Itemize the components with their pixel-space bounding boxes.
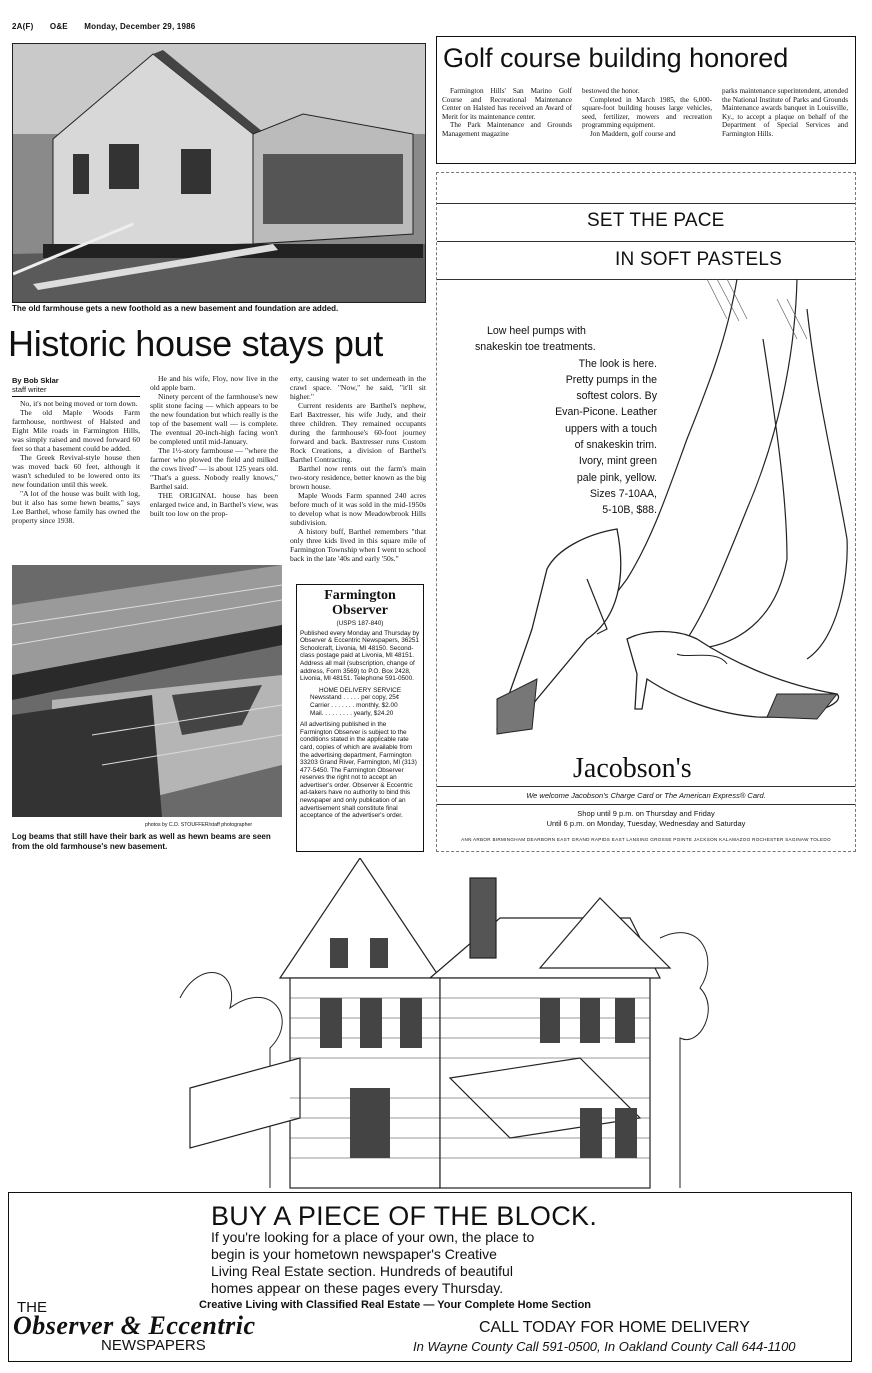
paragraph: The Park Maintenance and Grounds Management magazine xyxy=(442,121,572,138)
paragraph: Farmington Hills' San Marino Golf Course and Recreational Maintenance Center on Halsted has received an Award of Merit for its maintenance center. xyxy=(442,87,572,121)
paragraph: A history buff, Barthel remembers "that only three kids lived in this square mile of Farmington Township when I went to school back in the late '40s and early '50s." xyxy=(290,527,427,563)
paragraph: Barthel now rents out the farm's main two-story residence, better known as the big brown house. xyxy=(290,464,426,491)
paragraph: No, it's not being moved or torn down. xyxy=(20,399,138,408)
ad-line-soft-pastels: IN SOFT PASTELS xyxy=(615,249,783,270)
ad-copy-line: The look is here. xyxy=(578,357,657,370)
ad-copy xyxy=(475,323,657,519)
oe-ad-body xyxy=(211,1229,631,1297)
advertising-terms xyxy=(300,721,420,820)
rate-row xyxy=(310,710,420,718)
ad-rule xyxy=(437,804,855,805)
paragraph: The old Maple Woods Farm farmhouse, northwest of Halsted and Eight Mile roads in Farmington Hills, was simply raised and moved forward 60 feet so that a basement could be added. xyxy=(12,408,140,453)
rate-label: Carrier . . . . . . . xyxy=(310,701,355,709)
publication-info-text: Published every Monday and Thursday by Observer & Eccentric Newspapers, 36251 Schoolcraft, Livonia, MI 48150. Second-class postage paid at Livonia, MI 48151. Address all mail (subscription, change of address, Form 3569) to P.O. Box 2428, Livonia, MI 48151. Telephone 591-0500. xyxy=(300,629,420,683)
photo-credit: photos by C.D. STOUFFER/staff photographer xyxy=(145,822,253,828)
paragraph: Maple Woods Farm spanned 240 acres before much of it was sold in the mid-1950s to develop what is now Meadowbrook Hills subdivision. xyxy=(290,491,426,527)
oe-logo-name: Observer & Eccentric xyxy=(13,1311,256,1340)
paragraph: parks maintenance superintendent, attended the National Institute of Parks and Grounds Maintenance awards banquet in Louisville, Ky., to accept a plaque on behalf of the Department of Special Services and Farmington Hills. xyxy=(722,87,848,138)
farmhouse-photo-caption: The old farmhouse gets a new foothold as a new basement and foundation are added. xyxy=(12,304,339,313)
paragraph: bestowed the honor. xyxy=(582,87,640,95)
oe-ad-body-line: homes appear on these pages every Thursday. xyxy=(211,1280,504,1296)
page-number: 2A(F) xyxy=(12,22,34,31)
page-header xyxy=(12,22,209,31)
oe-ad-body-line: If you're looking for a place of your own, the place to xyxy=(211,1229,535,1245)
oe-logo-the: THE xyxy=(17,1299,47,1316)
oe-logo-newspapers: NEWSPAPERS xyxy=(101,1337,206,1354)
ad-copy-line: 5-10B, $88. xyxy=(602,504,657,517)
issue-date: Monday, December 29, 1986 xyxy=(84,22,196,31)
rate-row xyxy=(310,694,420,702)
ad-copy-line: Low heel pumps with xyxy=(487,325,586,337)
byline xyxy=(12,376,140,397)
ad-rule xyxy=(437,786,855,787)
ad-rule xyxy=(437,241,855,242)
oe-ad-headline: BUY A PIECE OF THE BLOCK. xyxy=(211,1201,598,1231)
house-story-col3 xyxy=(290,374,426,563)
observer-masthead-box xyxy=(296,584,424,852)
oe-ad-body-line: begin is your hometown newspaper's Creative xyxy=(211,1246,497,1262)
observer-title-farmington: Farmington xyxy=(324,588,396,603)
paragraph: Jon Maddern, golf course and xyxy=(590,129,676,138)
log-beams-photo xyxy=(12,565,282,817)
byline-name: By Bob Sklar xyxy=(12,376,59,385)
ad-copy-line: Evan-Picone. Leather xyxy=(555,406,657,419)
byline-role: staff writer xyxy=(12,385,47,394)
oe-call-today: CALL TODAY FOR HOME DELIVERY xyxy=(479,1319,750,1336)
ad-rule xyxy=(437,203,855,204)
rate-label: Mail. . . . . . . . . xyxy=(310,709,352,717)
publication-info xyxy=(300,630,420,683)
ad-copy-line: snakeskin toe treatments. xyxy=(475,341,596,354)
golf-col3 xyxy=(722,87,848,139)
store-locations: ANN ARBOR BIRMINGHAM DEARBORN EAST GRAND RAPIDS EAST LANSING GROSSE POINTE JACKSON KALAMAZOO ROCHESTER SAGINAW TOLEDO xyxy=(461,837,831,842)
golf-headline: Golf course building honored xyxy=(443,43,789,73)
paper-name: O&E xyxy=(49,22,68,31)
paragraph: Completed in March 1985, the 6,000-square-foot building houses large vehicles, seed, fertilizer, mowers and recreation programming equipment. xyxy=(582,95,712,130)
golf-col2 xyxy=(582,87,712,139)
paragraph: The Greek Revival-style house then was moved back 60 feet, although it wasn't scheduled to be lowered onto its new foundation until this week. xyxy=(12,453,140,489)
oe-ad-tagline: Creative Living with Classified Real Estate — Your Complete Home Section xyxy=(199,1299,592,1311)
paragraph: Ninety percent of the farmhouse's new split stone facing — which appears to be the new foundation but which really is the top of the basement wall — is complete. The eventual 20-inch-high facing won't be completed until mid-January. xyxy=(150,392,279,446)
golf-story-box xyxy=(436,36,856,164)
paragraph: THE ORIGINAL house has been enlarged twice and, in Barthel's view, was built too low on the prop- xyxy=(150,491,278,518)
observer-title-observer: Observer xyxy=(332,603,388,618)
usps-number: (USPS 187-840) xyxy=(336,620,384,627)
ad-copy-line: softest colors. By xyxy=(576,390,657,403)
rate-value: monthly, $2.00 xyxy=(356,701,398,709)
log-beams-caption: Log beams that still have their bark as well as hewn beams are seen from the old farmhouse's new basement. xyxy=(12,832,271,851)
ad-copy-line: pale pink, yellow. xyxy=(576,471,657,484)
rate-value: yearly, $24.20 xyxy=(353,709,394,717)
jacobsons-ad xyxy=(436,172,856,852)
ad-copy-line: Ivory, mint green xyxy=(578,455,657,468)
rate-row xyxy=(310,702,420,710)
rate-label: Newsstand . . . . . xyxy=(310,694,360,702)
store-hours-1: Shop until 9 p.m. on Thursday and Friday xyxy=(577,809,715,818)
oe-ad xyxy=(8,1192,852,1362)
house-story-col1 xyxy=(12,399,140,525)
ad-copy-line: Pretty pumps in the xyxy=(565,373,657,386)
golf-col1 xyxy=(442,87,572,139)
house-story-col2 xyxy=(150,374,278,518)
paragraph: The 1½-story farmhouse — "where the farmer who plowed the field and milked the cows lived" — is about 125 years old. "That's a guess. Nobody really knows," Barthel said. xyxy=(150,446,278,491)
paragraph: "A lot of the house was built with log, but it also has some hewn beams," says Lee Barthel, whose family has owned the property since 1938. xyxy=(12,489,140,525)
paragraph: He and his wife, Floy, now live in the old apple barn. xyxy=(150,374,278,392)
paragraph: erty, causing water to set underneath in the crawl space. "Now," he said, "it'll sit higher." xyxy=(290,374,426,401)
ad-copy-line: uppers with a touch xyxy=(565,422,657,435)
home-delivery-title: HOME DELIVERY SERVICE xyxy=(318,686,402,694)
jacobsons-logo: Jacobson's xyxy=(573,753,692,784)
ad-copy-line: Sizes 7-10AA, xyxy=(589,487,657,500)
paragraph: Current residents are Barthel's nephew, Earl Baxtresser, his wife Judy, and their three children. They remained occupants during the farmhouse's 60-foot journey forward and back. Baxtresser runs Custom Rock Creations, a division of Barthel's Barthel Contracting. xyxy=(290,401,426,464)
rate-value: per copy, 25¢ xyxy=(361,694,400,702)
charge-card-note: We welcome Jacobson's Charge Card or The American Express® Card. xyxy=(526,791,766,800)
oe-phone-numbers: In Wayne County Call 591-0500, In Oakland County Call 644-1100 xyxy=(413,1339,796,1354)
oe-ad-body-line: Living Real Estate section. Hundreds of beautiful xyxy=(211,1263,513,1279)
ad-line-set-the-pace: SET THE PACE xyxy=(587,210,725,231)
ad-copy-line: of snakeskin trim. xyxy=(574,439,657,452)
advertising-terms-text: All advertising published in the Farmington Observer is subject to the conditions stated in the applicable rate card, copies of which are available from the advertising department, Farmington 33203 Grand River, Farmington, MI (313) 477-5450. The Farmington Observer reserves the right not to accept an advertiser's order. Observer & Eccentric ad-takers have no authority to bind this newspaper and only publication of an advertisement shall constitute final acceptance of the advertiser's order. xyxy=(300,721,417,820)
house-headline: Historic house stays put xyxy=(8,323,383,364)
farmhouse-photo xyxy=(12,43,426,303)
rates-list xyxy=(300,694,420,717)
victorian-house-illustration xyxy=(160,858,720,1193)
store-hours-2: Until 6 p.m. on Monday, Tuesday, Wednesday and Saturday xyxy=(546,819,746,828)
